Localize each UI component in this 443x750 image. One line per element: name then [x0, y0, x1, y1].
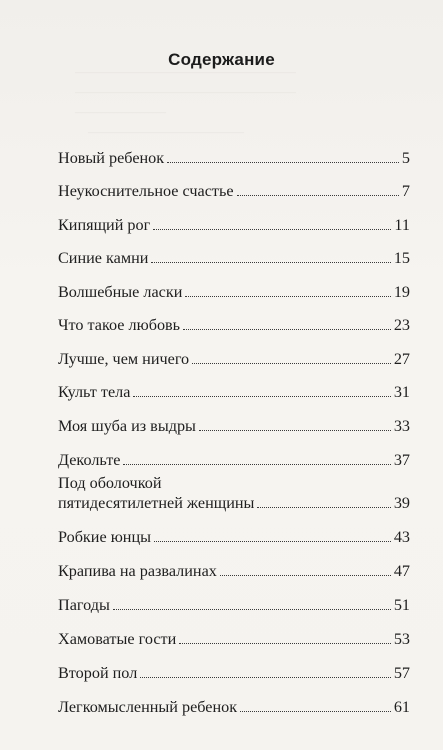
- toc-entry-page-number: 61: [393, 698, 410, 716]
- bleed-through-decoration: ————————————————— ————————————————— ——————— ————————————: [75, 64, 296, 139]
- toc-entry-title: Второй пол: [58, 664, 138, 682]
- toc-entry-title: Декольте: [58, 451, 121, 469]
- toc-entry[interactable]: [58, 629, 410, 649]
- toc-entry-page-number: 53: [393, 630, 410, 648]
- toc-entry-line: [58, 527, 410, 547]
- toc-entry-page-number: 33: [393, 417, 410, 435]
- toc-entry-line: [58, 181, 410, 201]
- toc-entry-line: [58, 382, 410, 402]
- toc-entry-line: [58, 493, 410, 513]
- dot-leader: [192, 362, 391, 364]
- toc-entry-page-number: 31: [393, 383, 410, 401]
- toc-entry-title: Пагоды: [58, 596, 110, 614]
- toc-entry[interactable]: [58, 148, 410, 168]
- dot-leader: [151, 261, 390, 263]
- dot-leader: [257, 506, 390, 508]
- toc-entry-title: Что такое любовь: [58, 316, 181, 334]
- dot-leader: [154, 540, 391, 542]
- toc-entry-title: Кипящий рог: [58, 216, 151, 234]
- toc-entry[interactable]: [58, 248, 410, 268]
- toc-entry-page-number: 19: [393, 283, 410, 301]
- dot-leader: [185, 295, 390, 297]
- dot-leader: [240, 710, 391, 712]
- toc-entry[interactable]: [58, 663, 410, 683]
- toc-entry-line: [58, 416, 410, 436]
- toc-entry[interactable]: [58, 697, 410, 717]
- toc-entry-title: Крапива на развалинах: [58, 562, 217, 580]
- page-title: Содержание: [168, 50, 275, 69]
- dot-leader: [133, 395, 390, 397]
- toc-entry-page-number: 27: [393, 350, 410, 368]
- toc-entry-line: [58, 315, 410, 335]
- toc-entry-line: [58, 697, 410, 717]
- toc-entry-line: [58, 282, 410, 302]
- dot-leader: [123, 463, 390, 465]
- toc-entry-page-number: 47: [393, 562, 410, 580]
- toc-entry-page-number: 5: [401, 149, 410, 167]
- toc-entry-title: Новый ребенок: [58, 149, 165, 167]
- dot-leader: [183, 328, 391, 330]
- toc-entry-line: [58, 450, 410, 470]
- toc-entry[interactable]: [58, 315, 410, 335]
- toc-entry-line: [58, 248, 410, 268]
- toc-entry-line: [58, 629, 410, 649]
- toc-entry-title: Культ тела: [58, 383, 131, 401]
- dot-leader: [179, 642, 391, 644]
- toc-entry[interactable]: [58, 561, 410, 581]
- toc-entry-title: Моя шуба из выдры: [58, 417, 196, 435]
- toc-entry-title: Синие камни: [58, 249, 149, 267]
- toc-entry-page-number: 43: [393, 528, 410, 546]
- toc-entry-title: Хамоватые гости: [58, 630, 177, 648]
- toc-entry[interactable]: [58, 473, 410, 513]
- toc-entry-line: [58, 595, 410, 615]
- toc-entry[interactable]: [58, 450, 410, 470]
- toc-entry-line: [58, 148, 410, 168]
- toc-entry-line: [58, 215, 410, 235]
- toc-entry-title-line1: Под оболочкой: [58, 474, 162, 492]
- dot-leader: [167, 161, 399, 163]
- toc-entry-title: Неукоснительное счастье: [58, 182, 234, 200]
- toc-entry-title: Волшебные ласки: [58, 283, 183, 301]
- dot-leader: [237, 194, 399, 196]
- dot-leader: [113, 608, 391, 610]
- dot-leader: [140, 676, 391, 678]
- toc-entry[interactable]: [58, 527, 410, 547]
- toc-entry-line: [58, 663, 410, 683]
- toc-entry-page-number: 11: [394, 216, 410, 234]
- toc-entry-title: Робкие юнцы: [58, 528, 151, 546]
- toc-entry-title: пятидесятилетней женщины: [58, 494, 255, 512]
- dot-leader: [220, 574, 391, 576]
- toc-entry[interactable]: [58, 349, 410, 369]
- dot-leader: [199, 429, 391, 431]
- toc-entry-page-number: 7: [401, 182, 410, 200]
- toc-entry[interactable]: [58, 215, 410, 235]
- toc-entry-line: [58, 561, 410, 581]
- toc-entry-title: Лучше, чем ничего: [58, 350, 190, 368]
- toc-entry-page-number: 37: [393, 451, 410, 469]
- toc-entry[interactable]: [58, 282, 410, 302]
- toc-entry-title: Легкомысленный ребенок: [58, 698, 238, 716]
- toc-entry[interactable]: [58, 382, 410, 402]
- toc-entry[interactable]: [58, 595, 410, 615]
- toc-entry[interactable]: [58, 181, 410, 201]
- toc-entry[interactable]: [58, 416, 410, 436]
- dot-leader: [153, 228, 391, 230]
- toc-entry-page-number: 57: [393, 664, 410, 682]
- toc-entry-page-number: 39: [393, 494, 410, 512]
- toc-entry-line: [58, 349, 410, 369]
- toc-entry-page-number: 23: [393, 316, 410, 334]
- toc-entry-page-number: 15: [393, 249, 410, 267]
- toc-entry-page-number: 51: [393, 596, 410, 614]
